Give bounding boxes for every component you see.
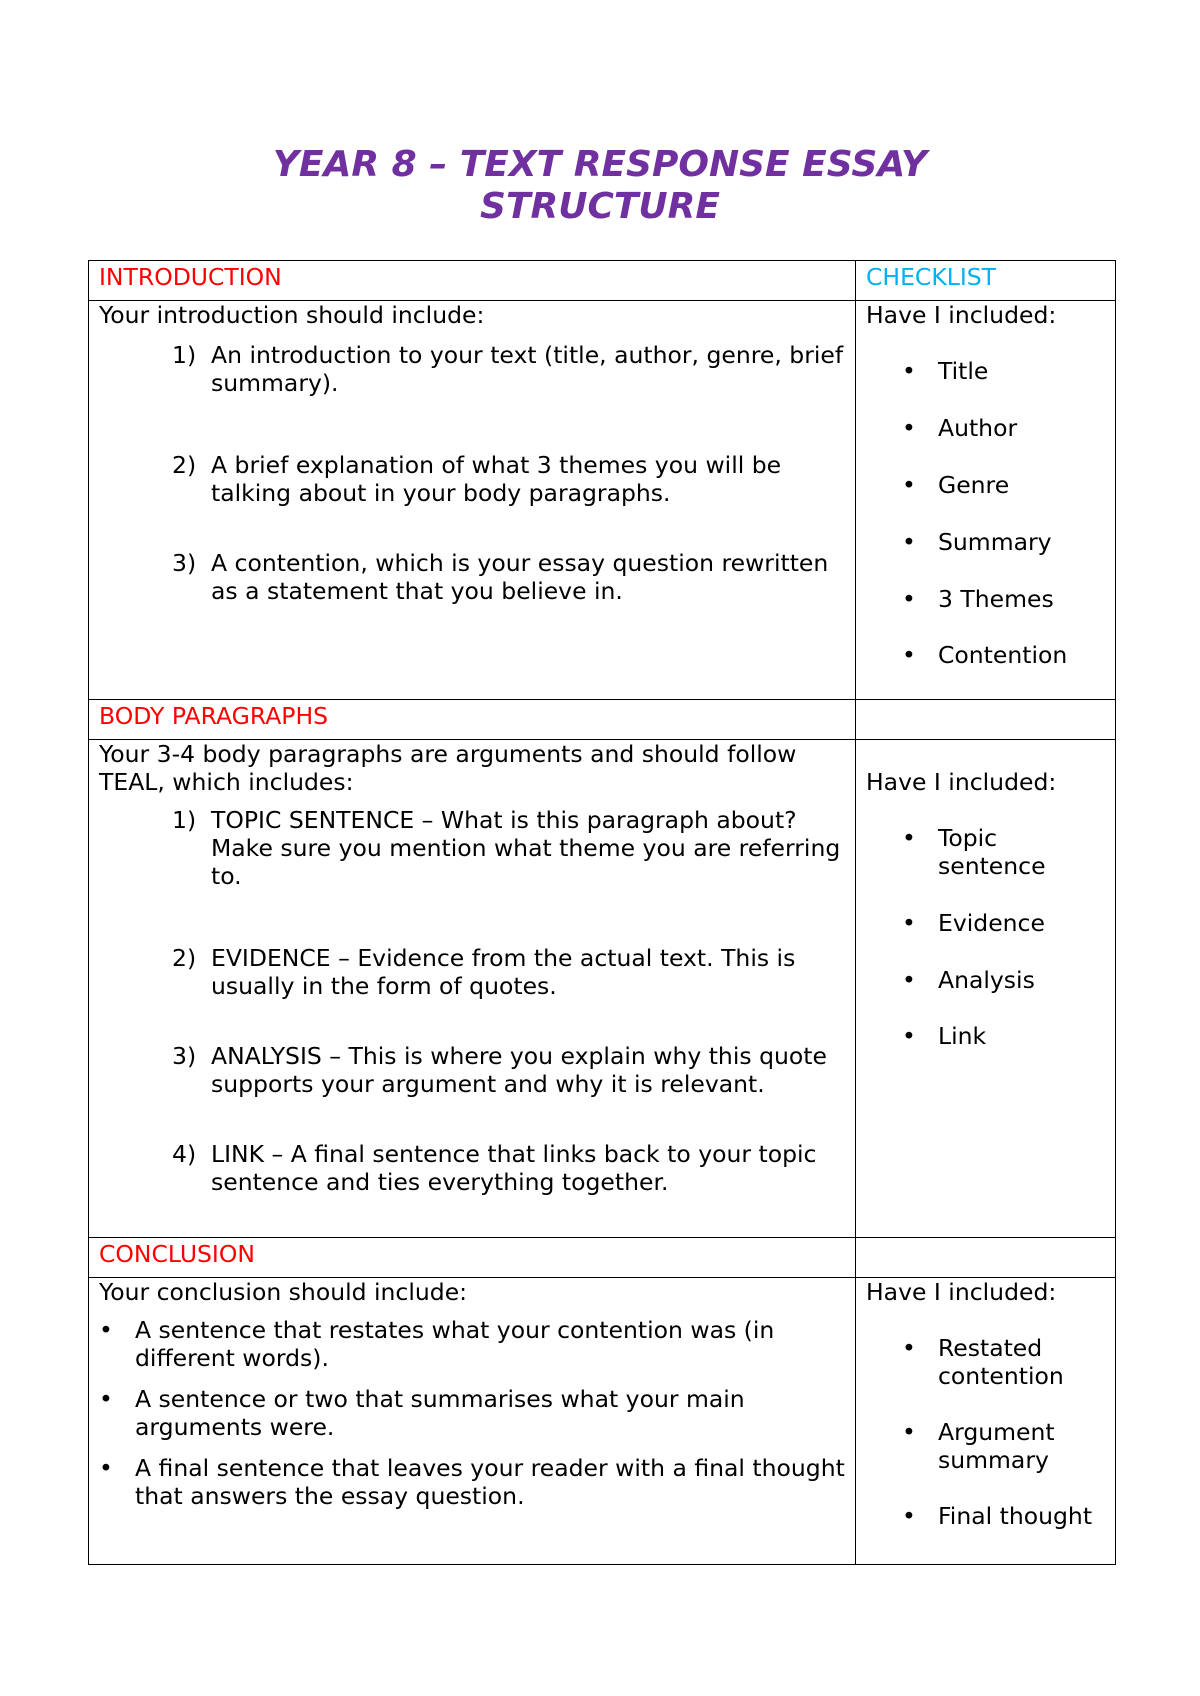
bullet-icon: • [902, 824, 916, 852]
checklist-lead: Have I included: [866, 768, 1057, 796]
conclusion-lead: Your conclusion should include: [99, 1278, 468, 1306]
empty-cell [856, 700, 1116, 740]
bullet-icon: • [902, 585, 916, 613]
list-item-text: EVIDENCE – Evidence from the actual text. This is usually in the form of quotes. [211, 944, 796, 1000]
checklist-item-text: Topic sentence [938, 824, 1046, 880]
list-item-text: A sentence or two that summarises what your main arguments were. [135, 1385, 745, 1441]
checklist-item [866, 414, 1105, 442]
page-title-line-1: YEAR 8 – TEXT RESPONSE ESSAY [272, 144, 928, 185]
bullet-icon: • [99, 1385, 113, 1413]
list-item [63, 1385, 845, 1441]
empty-cell [856, 1238, 1116, 1278]
body-paragraphs-content [89, 740, 856, 1238]
list-item [63, 1316, 845, 1372]
bullet-icon: • [902, 471, 916, 499]
list-number: 1) [172, 806, 197, 834]
checklist-item-text: Link [938, 1022, 987, 1050]
checklist-item-text: Argument summary [938, 1418, 1055, 1474]
list-item [99, 944, 845, 1000]
checklist-list [866, 824, 1105, 1050]
list-item-text: TOPIC SENTENCE – What is this paragraph about? Make sure you mention what theme you are referring to. [211, 806, 841, 890]
conclusion-checklist [856, 1278, 1116, 1565]
page-title-line-2: STRUCTURE [480, 186, 720, 227]
checklist-item [866, 471, 1105, 499]
bullet-icon: • [902, 414, 916, 442]
conclusion-content-row [89, 1278, 1116, 1565]
checklist-item-text: Evidence [938, 909, 1045, 937]
list-item-text: ANALYSIS – This is where you explain why this quote supports your argument and why it is relevant. [211, 1042, 827, 1098]
list-item-text: A final sentence that leaves your reader with a final thought that answers the essay question. [135, 1454, 845, 1510]
checklist-item [866, 641, 1105, 669]
list-item [99, 806, 845, 890]
body-paragraphs-header: BODY PARAGRAPHS [89, 700, 856, 740]
list-number: 3) [172, 1042, 197, 1070]
checklist-item-text: Analysis [938, 966, 1035, 994]
bullet-icon: • [902, 909, 916, 937]
list-item [99, 451, 845, 507]
introduction-checklist [856, 301, 1116, 700]
list-item-text: LINK – A final sentence that links back to your topic sentence and ties everything together. [211, 1140, 817, 1196]
checklist-item-text: Genre [938, 471, 1010, 499]
checklist-item [866, 824, 1105, 880]
checklist-lead: Have I included: [866, 1278, 1057, 1306]
body-paragraphs-list [99, 806, 845, 1196]
checklist-item [866, 1334, 1105, 1390]
list-item [99, 1042, 845, 1098]
bullet-icon: • [99, 1454, 113, 1482]
introduction-content-row [89, 301, 1116, 700]
bullet-icon: • [902, 1418, 916, 1446]
bullet-icon: • [902, 1022, 916, 1050]
checklist-item-text: Final thought [938, 1502, 1093, 1530]
list-number: 1) [172, 341, 197, 369]
checklist-header: CHECKLIST [856, 261, 1116, 301]
conclusion-header-row [89, 1238, 1116, 1278]
bullet-icon: • [99, 1316, 113, 1344]
list-number: 2) [172, 451, 197, 479]
body-paragraphs-content-row [89, 740, 1116, 1238]
bullet-icon: • [902, 528, 916, 556]
checklist-item [866, 585, 1105, 613]
list-item [99, 549, 845, 605]
checklist-item [866, 528, 1105, 556]
checklist-item [866, 1418, 1105, 1474]
checklist-item-text: Restated contention [938, 1334, 1064, 1390]
checklist-item-text: Summary [938, 528, 1052, 556]
conclusion-list [63, 1316, 845, 1510]
body-paragraphs-checklist [856, 740, 1116, 1238]
bullet-icon: • [902, 966, 916, 994]
list-item [99, 1140, 845, 1196]
list-number: 2) [172, 944, 197, 972]
checklist-item [866, 1022, 1105, 1050]
checklist-item [866, 966, 1105, 994]
bullet-icon: • [902, 1502, 916, 1530]
introduction-header: INTRODUCTION [89, 261, 856, 301]
checklist-list [866, 1334, 1105, 1530]
checklist-lead: Have I included: [866, 301, 1057, 329]
list-item-text: A sentence that restates what your contention was (in different words). [135, 1316, 775, 1372]
checklist-item-text: Contention [938, 641, 1068, 669]
list-number: 4) [172, 1140, 197, 1168]
essay-structure-table [88, 260, 1116, 1565]
list-number: 3) [172, 549, 197, 577]
bullet-icon: • [902, 1334, 916, 1362]
list-item-text: A contention, which is your essay question rewritten as a statement that you believe in. [211, 549, 829, 605]
introduction-lead: Your introduction should include: [99, 301, 485, 329]
checklist-item-text: Author [938, 414, 1018, 442]
bullet-icon: • [902, 357, 916, 385]
list-item-text: An introduction to your text (title, author, genre, brief summary). [211, 341, 844, 397]
body-paragraphs-lead: Your 3-4 body paragraphs are arguments and should follow TEAL, which includes: [99, 740, 797, 796]
introduction-list [99, 341, 845, 605]
list-item-text: A brief explanation of what 3 themes you will be talking about in your body paragraphs. [211, 451, 782, 507]
body-paragraphs-header-row [89, 700, 1116, 740]
checklist-list [866, 357, 1105, 669]
checklist-item-text: Title [938, 357, 989, 385]
introduction-header-row [89, 261, 1116, 301]
checklist-item-text: 3 Themes [938, 585, 1054, 613]
conclusion-content [89, 1278, 856, 1565]
page-title [0, 144, 1200, 228]
introduction-content [89, 301, 856, 700]
conclusion-header: CONCLUSION [89, 1238, 856, 1278]
checklist-item [866, 1502, 1105, 1530]
checklist-item [866, 357, 1105, 385]
checklist-item [866, 909, 1105, 937]
list-item [99, 341, 845, 397]
list-item [63, 1454, 845, 1510]
bullet-icon: • [902, 641, 916, 669]
